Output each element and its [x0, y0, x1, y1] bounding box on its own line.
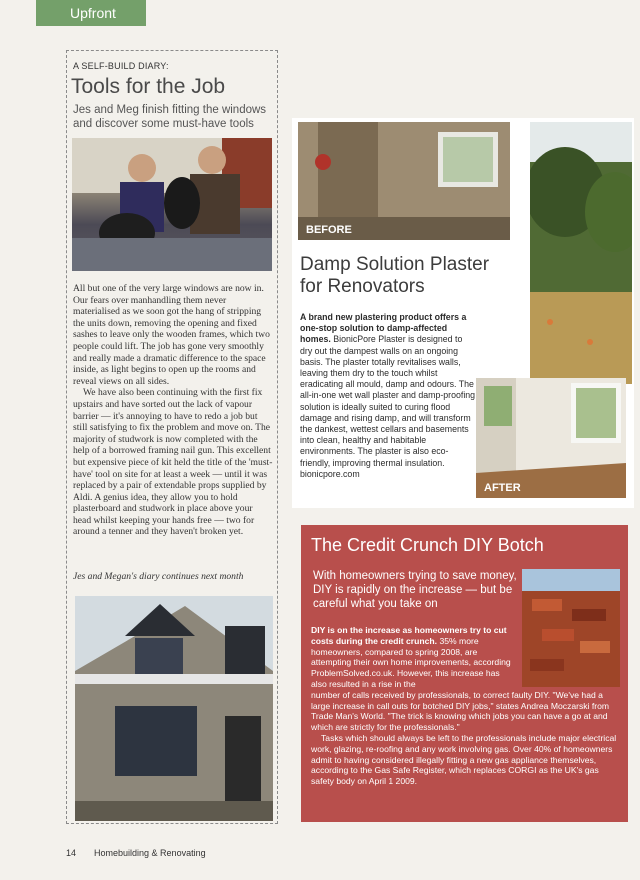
- garden-photo: [530, 122, 632, 384]
- damp-lead: A brand new plastering product offers a one-stop solution to damp-affected homes.: [300, 312, 467, 345]
- damp-url: bionicpore.com: [300, 468, 360, 479]
- after-photo-art: [476, 378, 626, 498]
- house-photo-art: [75, 596, 273, 821]
- damp-solution-article: [292, 118, 634, 508]
- after-label: AFTER: [484, 482, 521, 494]
- diary-kicker: A SELF-BUILD DIARY:: [73, 61, 169, 71]
- section-tab: Upfront: [36, 0, 146, 26]
- damp-title: [300, 254, 489, 298]
- couple-photo-art: [72, 138, 272, 271]
- crunch-body: [311, 625, 621, 787]
- before-photo-art: [298, 122, 510, 240]
- diary-body: [73, 283, 273, 538]
- damp-title-line: for Renovators: [300, 276, 425, 297]
- damp-title-line: Damp Solution Plaster: [300, 254, 490, 275]
- garden-photo-art: [530, 122, 632, 384]
- after-photo: [476, 378, 626, 498]
- house-build-photo: [75, 596, 273, 821]
- page-footer: [66, 848, 206, 858]
- page-number: 14: [66, 848, 77, 858]
- crunch-title: The Credit Crunch DIY Botch: [311, 535, 544, 555]
- diary-paragraph: We have also been continuing with the first fix upstairs and have sorted out the lack of vapour barrier — it's annoying to have to redo a job but still satisfying to fix the problem and move on. The majority of studwork is now completed with the help of a borrowed framing nail gun. This excellent but expensive piece of kit held the title of the 'must-have' tool on site for at least a week — until it was replaced by a pair of extendable props supplied by Aldi. A genius idea, they allow you to hold plasterboard and studwork in place above your head whilst keeping your hands free — two for around a tenner and they haven't broken yet.: [73, 387, 273, 538]
- crunch-standfirst: With homeowners trying to save money, DIY is rapidly on the increase — but be careful what you take on: [313, 570, 517, 610]
- publication-name: Homebuilding & Renovating: [94, 848, 206, 858]
- crunch-text: 35% more homeowners, compared to spring 2008, are attempting their own home improvements, according ProblemSolved.co.uk. However, this increase has also resulted in a rise in the: [311, 635, 511, 689]
- damp-text: BionicPore Plaster is designed to dry out the dampest walls on an ongoing basis. The plaster totally revitalises walls, leaving them dry to the touch whilst eradicating all mould, damp and odours. The all-in-one wet wall plaster and damp-proofing solution is ideally suited to curing flood damage and rising damp, and will transform the dankest, wettest cellars and basements into clean, healthy and habitable environments. The plaster is also eco-friendly, improving thermal insulation.: [300, 334, 476, 468]
- before-label: BEFORE: [306, 224, 352, 236]
- crunch-paragraph: number of calls received by professionals, to correct faulty DIY. "We've had a large increase in call outs for botched DIY jobs," states Andrea Moczarski from Trade Man's World. "The trick is knowing which jobs you can have a go at and which are strictly for the professionals.": [311, 689, 610, 733]
- self-build-diary: [66, 50, 278, 824]
- crunch-paragraph: Tasks which should always be left to the professionals include major electrical work, glazing, re-roofing and any work involving gas. Over 40% of homeowners admit to having considered illegally fitting a new gas appliance themselves, according to the Gas Safe Register, which replaces CORGI as the UK's gas safety body on April 1 2009.: [311, 732, 617, 787]
- crunch-lead: DIY is on the increase as homeowners try to cut costs during the credit crunch.: [311, 625, 507, 646]
- credit-crunch-article: [301, 525, 628, 822]
- diary-paragraph: All but one of the very large windows are now in. Our fears over manhandling them never materialised as we soon got the hang of stripping the units down, removing the opening and fixed sashes to leave only the wooden frames, which two people could lift. The job has gone very smoothly and really made a dramatic difference to the space inside, as light begins to open up the rooms and reveal views on all sides.: [73, 283, 270, 387]
- crunch-paragraph: [311, 625, 516, 690]
- diary-title: Tools for the Job: [71, 75, 226, 98]
- couple-with-dogs-photo: [72, 138, 272, 271]
- damp-body: [300, 312, 476, 480]
- before-photo: [298, 122, 510, 240]
- diary-sign-off: Jes and Megan's diary continues next month: [73, 571, 244, 582]
- diary-standfirst: Jes and Meg finish fitting the windows and discover some must-have tools: [73, 104, 267, 130]
